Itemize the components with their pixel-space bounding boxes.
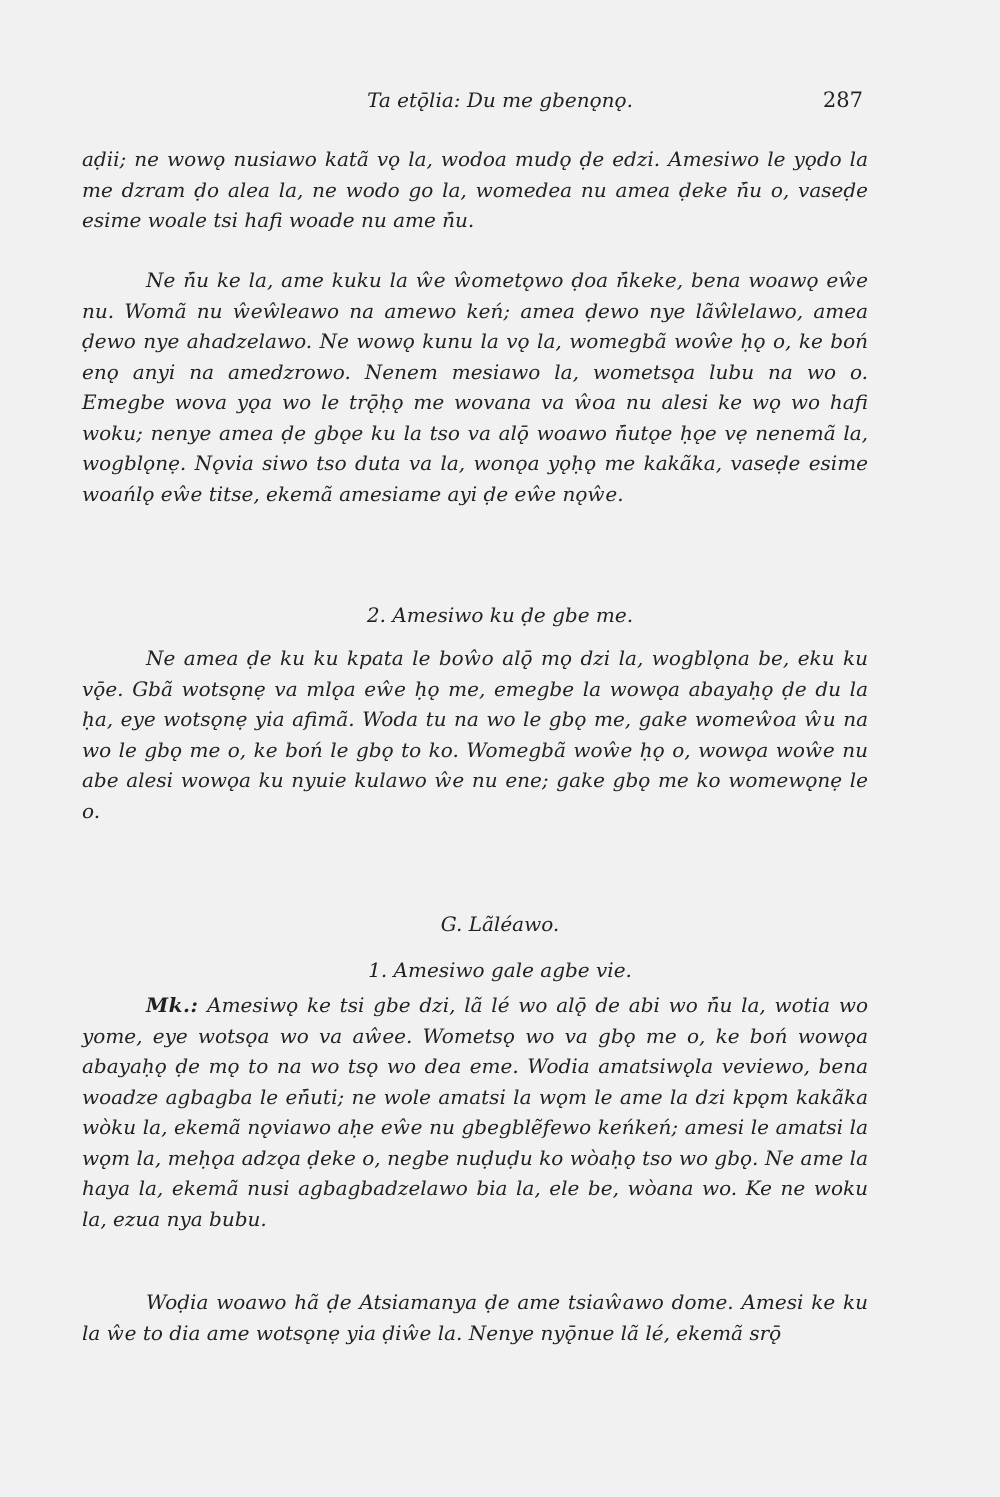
paragraph-continuation: aḍii; ne wowǫ nusiawo katã vǫ la, wodoa mudǫ ḍe edzi. Amesiwo le yǫdo la me dzram ḍo alea la, ne wodo go la, womedea nu amea ḍeke ń̄u o, vaseḍe esime woale tsi hafi woade nu ame ń̄u. — [82, 147, 868, 232]
section-heading-2: 2. Amesiwo ku ḍe gbe me. — [366, 603, 634, 627]
paragraph-funeral-customs: Ne ń̄u ke la, ame kuku la ŵe ŵometǫwo ḍoa ń̄keke, bena woawǫ eŵe nu. Womã nu ŵeŵleawo na amewo keń; amea ḍewo nye lãŵlelawo, amea ḍewo nye ahadzelawo. Ne wowǫ kunu la vǫ la, womegbã woŵe ḥǫ o, ke boń enǫ anyi na amedzrowo. Nenem mesiawo la, wometsǫa lubu na wo o. Emegbe wova yǫa wo le trǭḥǫ me wovana va ŵoa nu alesi ke wǫ wo hafi woku; nenye amea ḍe gbǫe ku la tso va alǭ woawo ń̄utǫe ḥǫe vẹ nenemã la, wogblǫnẹ. Nǫvia siwo tso duta va la, wonǫa yǫḥǫ me kakãka, vaseḍe esime woańlǫ eŵe titse, ekemã amesiame ayi ḍe eŵe nǫŵe. — [82, 268, 868, 506]
subsection-heading-1: 1. Amesiwo gale agbe vie. — [368, 958, 632, 982]
section-heading-g: G. Lãléawo. — [440, 912, 560, 936]
page-number: 287 — [822, 88, 863, 112]
paragraph-death-outside: Ne amea ḍe ku ku kpata le boŵo alǭ mǫ dzi la, wogblǫna be, eku ku vǭe. Gbã wotsǫnẹ va mlǫa eŵe ḥǫ me, emegbe la wowǫa abayaḥǫ ḍe du la ḥa, eye wotsǫnẹ yia afimã. Woda tu na wo le gbǫ me, gake womeŵoa ŵu na wo le gbǫ me o, ke boń le gbǫ to ko. Womegbã woŵe ḥǫ o, wowǫa woŵe nu abe alesi wowǫa ku nyuie kulawo ŵe nu ene; gake gbǫ me ko womewǫnẹ le o. — [82, 646, 868, 823]
paragraph-atsiamanya: Woḍia woawo hã ḍe Atsiamanya ḍe ame tsiaŵawo dome. Amesi ke ku la ŵe to dia ame wotsǫnẹ yia ḍiŵe la. Nenye nyǭnue lã lé, ekemã srǭ — [82, 1290, 868, 1345]
paragraph-living-persons — [82, 990, 868, 1234]
lead-abbreviation: Mk.: — [146, 993, 199, 1017]
running-head — [0, 88, 1000, 118]
running-title: Ta etǭlia: Du me gbenǫnǫ. — [367, 88, 633, 112]
paragraph-living-persons-text: Amesiwǫ ke tsi gbe dzi, lã lé wo alǭ de abi wo ń̄u la, wotia wo yome, eye wotsǫa wo va aŵee. Wometsǫ wo va gbǫ me o, ke boń wowǫa abayaḥǫ ḍe mǫ to na wo tsǫ wo dea eme. Wodia amatsiwǫla veviewo, bena woadze agbagba le eń̄uti; ne wole amatsi la wǫm le ame la dzi kpǫm kakãka wòku la, ekemã nǫviawo aḥe eŵe nu gbegblẽfewo keńkeń; amesi le amatsi la wǫm la, meḥǫa adzǫa ḍeke o, negbe nuḍuḍu ko wòaḥǫ tso wo gbǫ. Ne ame la haya la, ekemã nusi agbagbadzelawo bia la, ele be, wòana wo. Ke ne woku la, ezua nya bubu. — [82, 993, 869, 1231]
